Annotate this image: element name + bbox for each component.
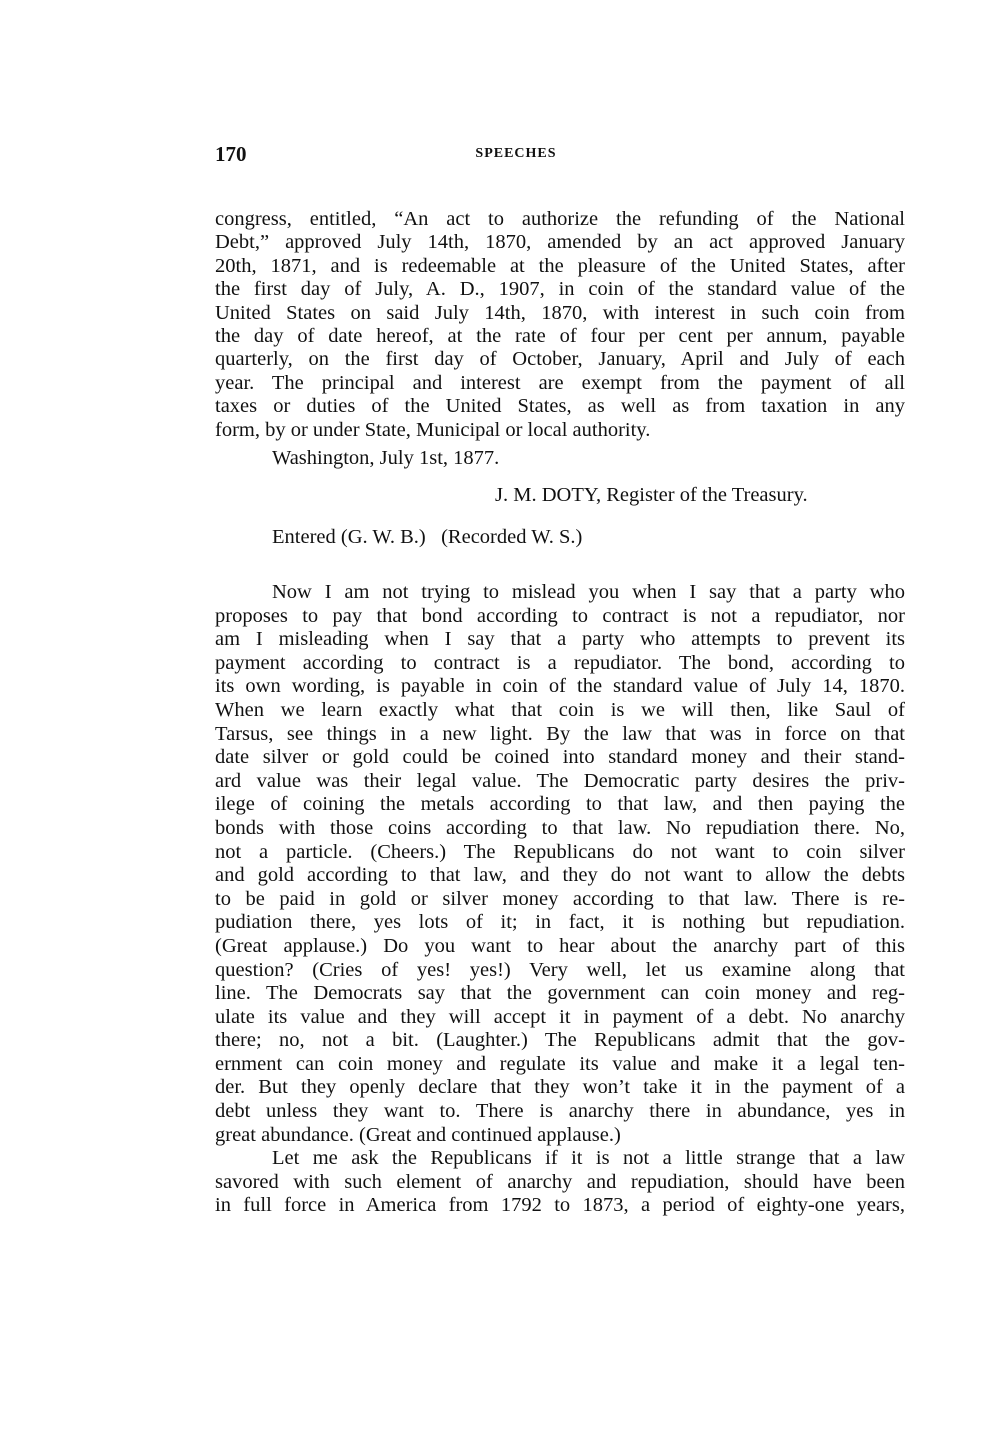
text-line: to be paid in gold or silver money according to that law. There is re-: [215, 887, 905, 910]
paragraph: [215, 1147, 905, 1218]
page-number: 170: [215, 142, 247, 166]
text-line: in full force in America from 1792 to 1873, a period of eighty-one years,: [215, 1194, 905, 1217]
text-line: form, by or under State, Municipal or local authority.: [215, 418, 651, 441]
text-line: am I misleading when I say that a party who attempts to prevent its: [215, 628, 905, 651]
text-line: and gold according to that law, and they do not want to allow the debts: [215, 864, 905, 887]
text-line: 20th, 1871, and is redeemable at the pleasure of the United States, after: [215, 254, 905, 277]
entered-wrap: [215, 525, 905, 549]
text-line: the day of date hereof, at the rate of four per cent per annum, payable: [215, 324, 905, 347]
text-line: ernment can coin money and regulate its value and make it a legal ten-: [215, 1052, 905, 1075]
text-line: congress, entitled, “An act to authorize the refunding of the National: [215, 208, 905, 230]
dateline: Washington, July 1st, 1877.: [272, 447, 500, 469]
text-line: Tarsus, see things in a new light. By the law that was in force on that: [215, 722, 905, 745]
text-line: ilege of coining the metals according to that law, and then paying the: [215, 793, 905, 816]
text-line: der. But they openly declare that they won’t take it in the payment of a: [215, 1076, 905, 1099]
bond-text: [215, 208, 905, 442]
text-line: year. The principal and interest are exempt from the payment of all: [215, 371, 905, 394]
text-line: (Great applause.) Do you want to hear about the anarchy part of this: [215, 934, 905, 957]
text-line: proposes to pay that bond according to contract is not a repudiator, nor: [215, 604, 905, 627]
text-line: not a particle. (Cheers.) The Republicans do not want to coin silver: [215, 840, 905, 863]
text-line: the first day of July, A. D., 1907, in coin of the standard value of the: [215, 278, 905, 301]
text-line: great abundance. (Great and continued applause.): [215, 1123, 621, 1146]
signature: J. M. DOTY, Register of the Treasury.: [495, 484, 808, 506]
text-line: Let me ask the Republicans if it is not a little strange that a law: [272, 1147, 905, 1170]
running-head: SPEECHES: [475, 146, 557, 161]
text-line: Debt,” approved July 14th, 1870, amended by an act approved January: [215, 231, 905, 254]
text-line: ard value was their legal value. The Democratic party desires the priv-: [215, 769, 905, 792]
speech-body: [215, 581, 905, 1218]
text-line: its own wording, is payable in coin of the standard value of July 14, 1870.: [215, 675, 905, 698]
signature-wrap: [495, 483, 915, 507]
entered-note: Entered (G. W. B.) (Recorded W. S.): [272, 526, 583, 548]
text-line: question? (Cries of yes! yes!) Very well, let us examine along that: [215, 958, 905, 981]
text-line: payment according to contract is a repudiator. The bond, according to: [215, 651, 905, 674]
text-line: savored with such element of anarchy and repudiation, should have been: [215, 1170, 905, 1193]
text-line: pudiation there, yes lots of it; in fact, it is nothing but repudiation.: [215, 911, 905, 934]
text-line: debt unless they want to. There is anarchy there in abundance, yes in: [215, 1100, 905, 1123]
dateline-wrap: [215, 446, 905, 470]
text-line: When we learn exactly what that coin is we will then, like Saul of: [215, 698, 905, 721]
text-line: line. The Democrats say that the government can coin money and reg-: [215, 982, 905, 1005]
text-line: ulate its value and they will accept it in payment of a debt. No anarchy: [215, 1005, 905, 1028]
text-line: taxes or duties of the United States, as well as from taxation in any: [215, 395, 905, 418]
text-line: quarterly, on the first day of October, January, April and July of each: [215, 348, 905, 371]
text-line: date silver or gold could be coined into standard money and their stand-: [215, 746, 905, 769]
text-line: bonds with those coins according to that law. No repudiation there. No,: [215, 816, 905, 839]
text-line: Now I am not trying to mislead you when I say that a party who: [272, 581, 905, 603]
text-line: there; no, not a bit. (Laughter.) The Republicans admit that the gov-: [215, 1029, 905, 1052]
text-line: United States on said July 14th, 1870, with interest in such coin from: [215, 301, 905, 324]
